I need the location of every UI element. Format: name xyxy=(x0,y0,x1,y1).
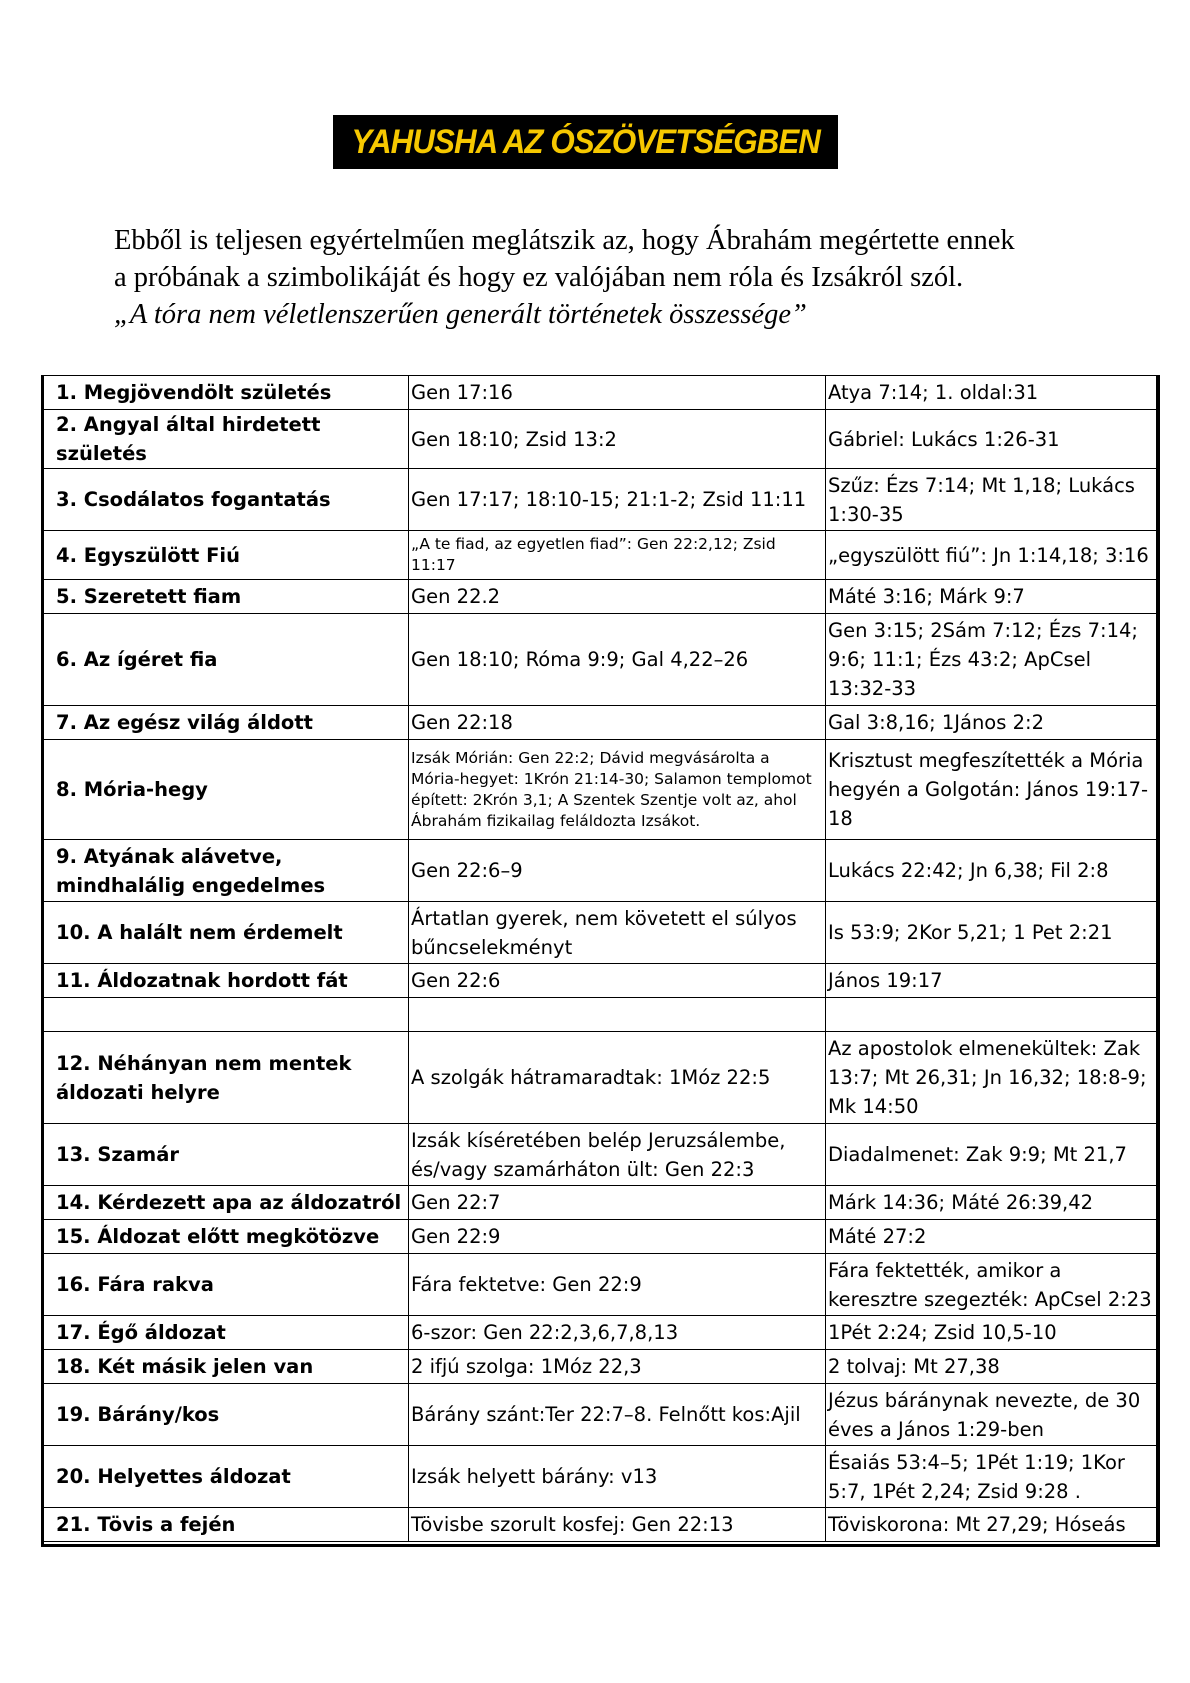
row-old-testament: Gen 22:6–9 xyxy=(409,840,826,902)
row-new-testament: Máté 3:16; Márk 9:7 xyxy=(826,580,1160,614)
row-new-testament: Az apostolok elmenekültek: Zak 13:7; Mt 26,31; Jn 16,32; 18:8-9; Mk 14:50 xyxy=(826,1032,1160,1124)
table-row xyxy=(44,1254,1160,1316)
row-topic: 6. Az ígéret fia xyxy=(44,614,409,706)
row-topic: 17. Égő áldozat xyxy=(44,1316,409,1350)
intro-line-1: Ebből is teljesen egyértelműen meglátszik az, hogy Ábrahám megértette ennek xyxy=(114,225,1015,256)
table-row xyxy=(44,1446,1160,1508)
row-topic: 9. Atyának alávetve, mindhalálig engedelmes xyxy=(44,840,409,902)
row-old-testament: Bárány szánt:Ter 22:7–8. Felnőtt kos:Ajil xyxy=(409,1384,826,1446)
page-title: YAHUSHA AZ ÓSZÖVETSÉGBEN xyxy=(351,122,820,161)
table-row-empty xyxy=(44,998,1160,1032)
table-right-border xyxy=(1156,375,1160,1547)
row-new-testament: Diadalmenet: Zak 9:9; Mt 21,7 xyxy=(826,1124,1160,1186)
row-old-testament: „A te fiad, az egyetlen fiad”: Gen 22:2,12; Zsid 11:17 xyxy=(409,531,826,580)
table-row xyxy=(44,1350,1160,1384)
row-old-testament: Gen 22:6 xyxy=(409,964,826,998)
table-row xyxy=(44,376,1160,410)
row-old-testament: Gen 17:16 xyxy=(409,376,826,410)
row-topic: 8. Mória-hegy xyxy=(44,740,409,840)
intro-paragraph xyxy=(114,222,1094,333)
table-row xyxy=(44,1032,1160,1124)
row-new-testament: Is 53:9; 2Kor 5,21; 1 Pet 2:21 xyxy=(826,902,1160,964)
row-topic: 3. Csodálatos fogantatás xyxy=(44,469,409,531)
row-new-testament: Atya 7:14; 1. oldal:31 xyxy=(826,376,1160,410)
row-old-testament: A szolgák hátramaradtak: 1Móz 22:5 xyxy=(409,1032,826,1124)
row-topic: 20. Helyettes áldozat xyxy=(44,1446,409,1508)
table-left-border xyxy=(41,375,44,1547)
row-old-testament: Izsák Mórián: Gen 22:2; Dávid megvásárolta a Mória-hegyet: 1Krón 21:14-30; Salamon templomot épített: 2Krón 3,1; A Szentek Szentje volt az, ahol Ábrahám fizikailag feláldozta Izsákot. xyxy=(409,740,826,840)
row-topic: 21. Tövis a fején xyxy=(44,1508,409,1542)
row-old-testament: 2 ifjú szolga: 1Móz 22,3 xyxy=(409,1350,826,1384)
row-old-testament: Gen 18:10; Zsid 13:2 xyxy=(409,410,826,469)
table-row xyxy=(44,840,1160,902)
row-old-testament: Gen 18:10; Róma 9:9; Gal 4,22–26 xyxy=(409,614,826,706)
row-new-testament: Töviskorona: Mt 27,29; Hóseás xyxy=(826,1508,1160,1542)
row-topic: 19. Bárány/kos xyxy=(44,1384,409,1446)
row-old-testament: Gen 22:18 xyxy=(409,706,826,740)
row-old-testament: Izsák helyett bárány: v13 xyxy=(409,1446,826,1508)
row-topic: 15. Áldozat előtt megkötözve xyxy=(44,1220,409,1254)
table-bottom-border xyxy=(41,1544,1160,1547)
row-old-testament: Izsák kíséretében belép Jeruzsálembe, és/vagy szamárháton ült: Gen 22:3 xyxy=(409,1124,826,1186)
table-row xyxy=(44,531,1160,580)
row-new-testament: Szűz: Ézs 7:14; Mt 1,18; Lukács 1:30-35 xyxy=(826,469,1160,531)
row-new-testament: Krisztust megfeszítették a Mória hegyén a Golgotán: János 19:17-18 xyxy=(826,740,1160,840)
row-old-testament xyxy=(409,998,826,1032)
table-row xyxy=(44,469,1160,531)
row-topic: 10. A halált nem érdemelt xyxy=(44,902,409,964)
intro-line-2: a próbának a szimbolikáját és hogy ez valójában nem róla és Izsákról szól. xyxy=(114,262,964,293)
row-topic: 4. Egyszülött Fiú xyxy=(44,531,409,580)
table-row xyxy=(44,902,1160,964)
title-banner xyxy=(333,115,838,169)
table-row xyxy=(44,1124,1160,1186)
row-old-testament: Tövisbe szorult kosfej: Gen 22:13 xyxy=(409,1508,826,1542)
table-row xyxy=(44,1384,1160,1446)
row-topic: 7. Az egész világ áldott xyxy=(44,706,409,740)
row-new-testament: Márk 14:36; Máté 26:39,42 xyxy=(826,1186,1160,1220)
row-old-testament: Fára fektetve: Gen 22:9 xyxy=(409,1254,826,1316)
row-new-testament: Ésaiás 53:4–5; 1Pét 1:19; 1Kor 5:7, 1Pét 2,24; Zsid 9:28 . xyxy=(826,1446,1160,1508)
comparison-table xyxy=(43,375,1160,1542)
row-topic: 13. Szamár xyxy=(44,1124,409,1186)
table-row xyxy=(44,580,1160,614)
row-topic: 14. Kérdezett apa az áldozatról xyxy=(44,1186,409,1220)
row-new-testament: 2 tolvaj: Mt 27,38 xyxy=(826,1350,1160,1384)
table-row xyxy=(44,410,1160,469)
row-new-testament: „egyszülött fiú”: Jn 1:14,18; 3:16 xyxy=(826,531,1160,580)
table-row xyxy=(44,706,1160,740)
intro-quote: „A tóra nem véletlenszerűen generált történetek összessége” xyxy=(114,299,807,330)
row-topic: 18. Két másik jelen van xyxy=(44,1350,409,1384)
row-new-testament: Gen 3:15; 2Sám 7:12; Ézs 7:14; 9:6; 11:1; Ézs 43:2; ApCsel 13:32-33 xyxy=(826,614,1160,706)
row-topic: 12. Néhányan nem mentek áldozati helyre xyxy=(44,1032,409,1124)
row-new-testament: Fára fektették, amikor a keresztre szegezték: ApCsel 2:23 xyxy=(826,1254,1160,1316)
row-topic: 2. Angyal által hirdetett születés xyxy=(44,410,409,469)
row-new-testament: 1Pét 2:24; Zsid 10,5-10 xyxy=(826,1316,1160,1350)
row-topic xyxy=(44,998,409,1032)
row-topic: 5. Szeretett fiam xyxy=(44,580,409,614)
table-row xyxy=(44,1220,1160,1254)
row-new-testament: Máté 27:2 xyxy=(826,1220,1160,1254)
row-topic: 16. Fára rakva xyxy=(44,1254,409,1316)
row-old-testament: Gen 17:17; 18:10-15; 21:1-2; Zsid 11:11 xyxy=(409,469,826,531)
row-new-testament xyxy=(826,998,1160,1032)
table-row xyxy=(44,964,1160,998)
table-row xyxy=(44,1508,1160,1542)
row-topic: 11. Áldozatnak hordott fát xyxy=(44,964,409,998)
row-new-testament: Jézus báránynak nevezte, de 30 éves a János 1:29-ben xyxy=(826,1384,1160,1446)
row-old-testament: Gen 22:7 xyxy=(409,1186,826,1220)
row-topic: 1. Megjövendölt születés xyxy=(44,376,409,410)
row-new-testament: János 19:17 xyxy=(826,964,1160,998)
row-old-testament: Ártatlan gyerek, nem követett el súlyos bűncselekményt xyxy=(409,902,826,964)
table-row xyxy=(44,1186,1160,1220)
row-new-testament: Lukács 22:42; Jn 6,38; Fil 2:8 xyxy=(826,840,1160,902)
row-old-testament: Gen 22:9 xyxy=(409,1220,826,1254)
row-old-testament: 6-szor: Gen 22:2,3,6,7,8,13 xyxy=(409,1316,826,1350)
row-new-testament: Gábriel: Lukács 1:26-31 xyxy=(826,410,1160,469)
row-old-testament: Gen 22.2 xyxy=(409,580,826,614)
row-new-testament: Gal 3:8,16; 1János 2:2 xyxy=(826,706,1160,740)
table-row xyxy=(44,1316,1160,1350)
table-row xyxy=(44,740,1160,840)
table-row xyxy=(44,614,1160,706)
